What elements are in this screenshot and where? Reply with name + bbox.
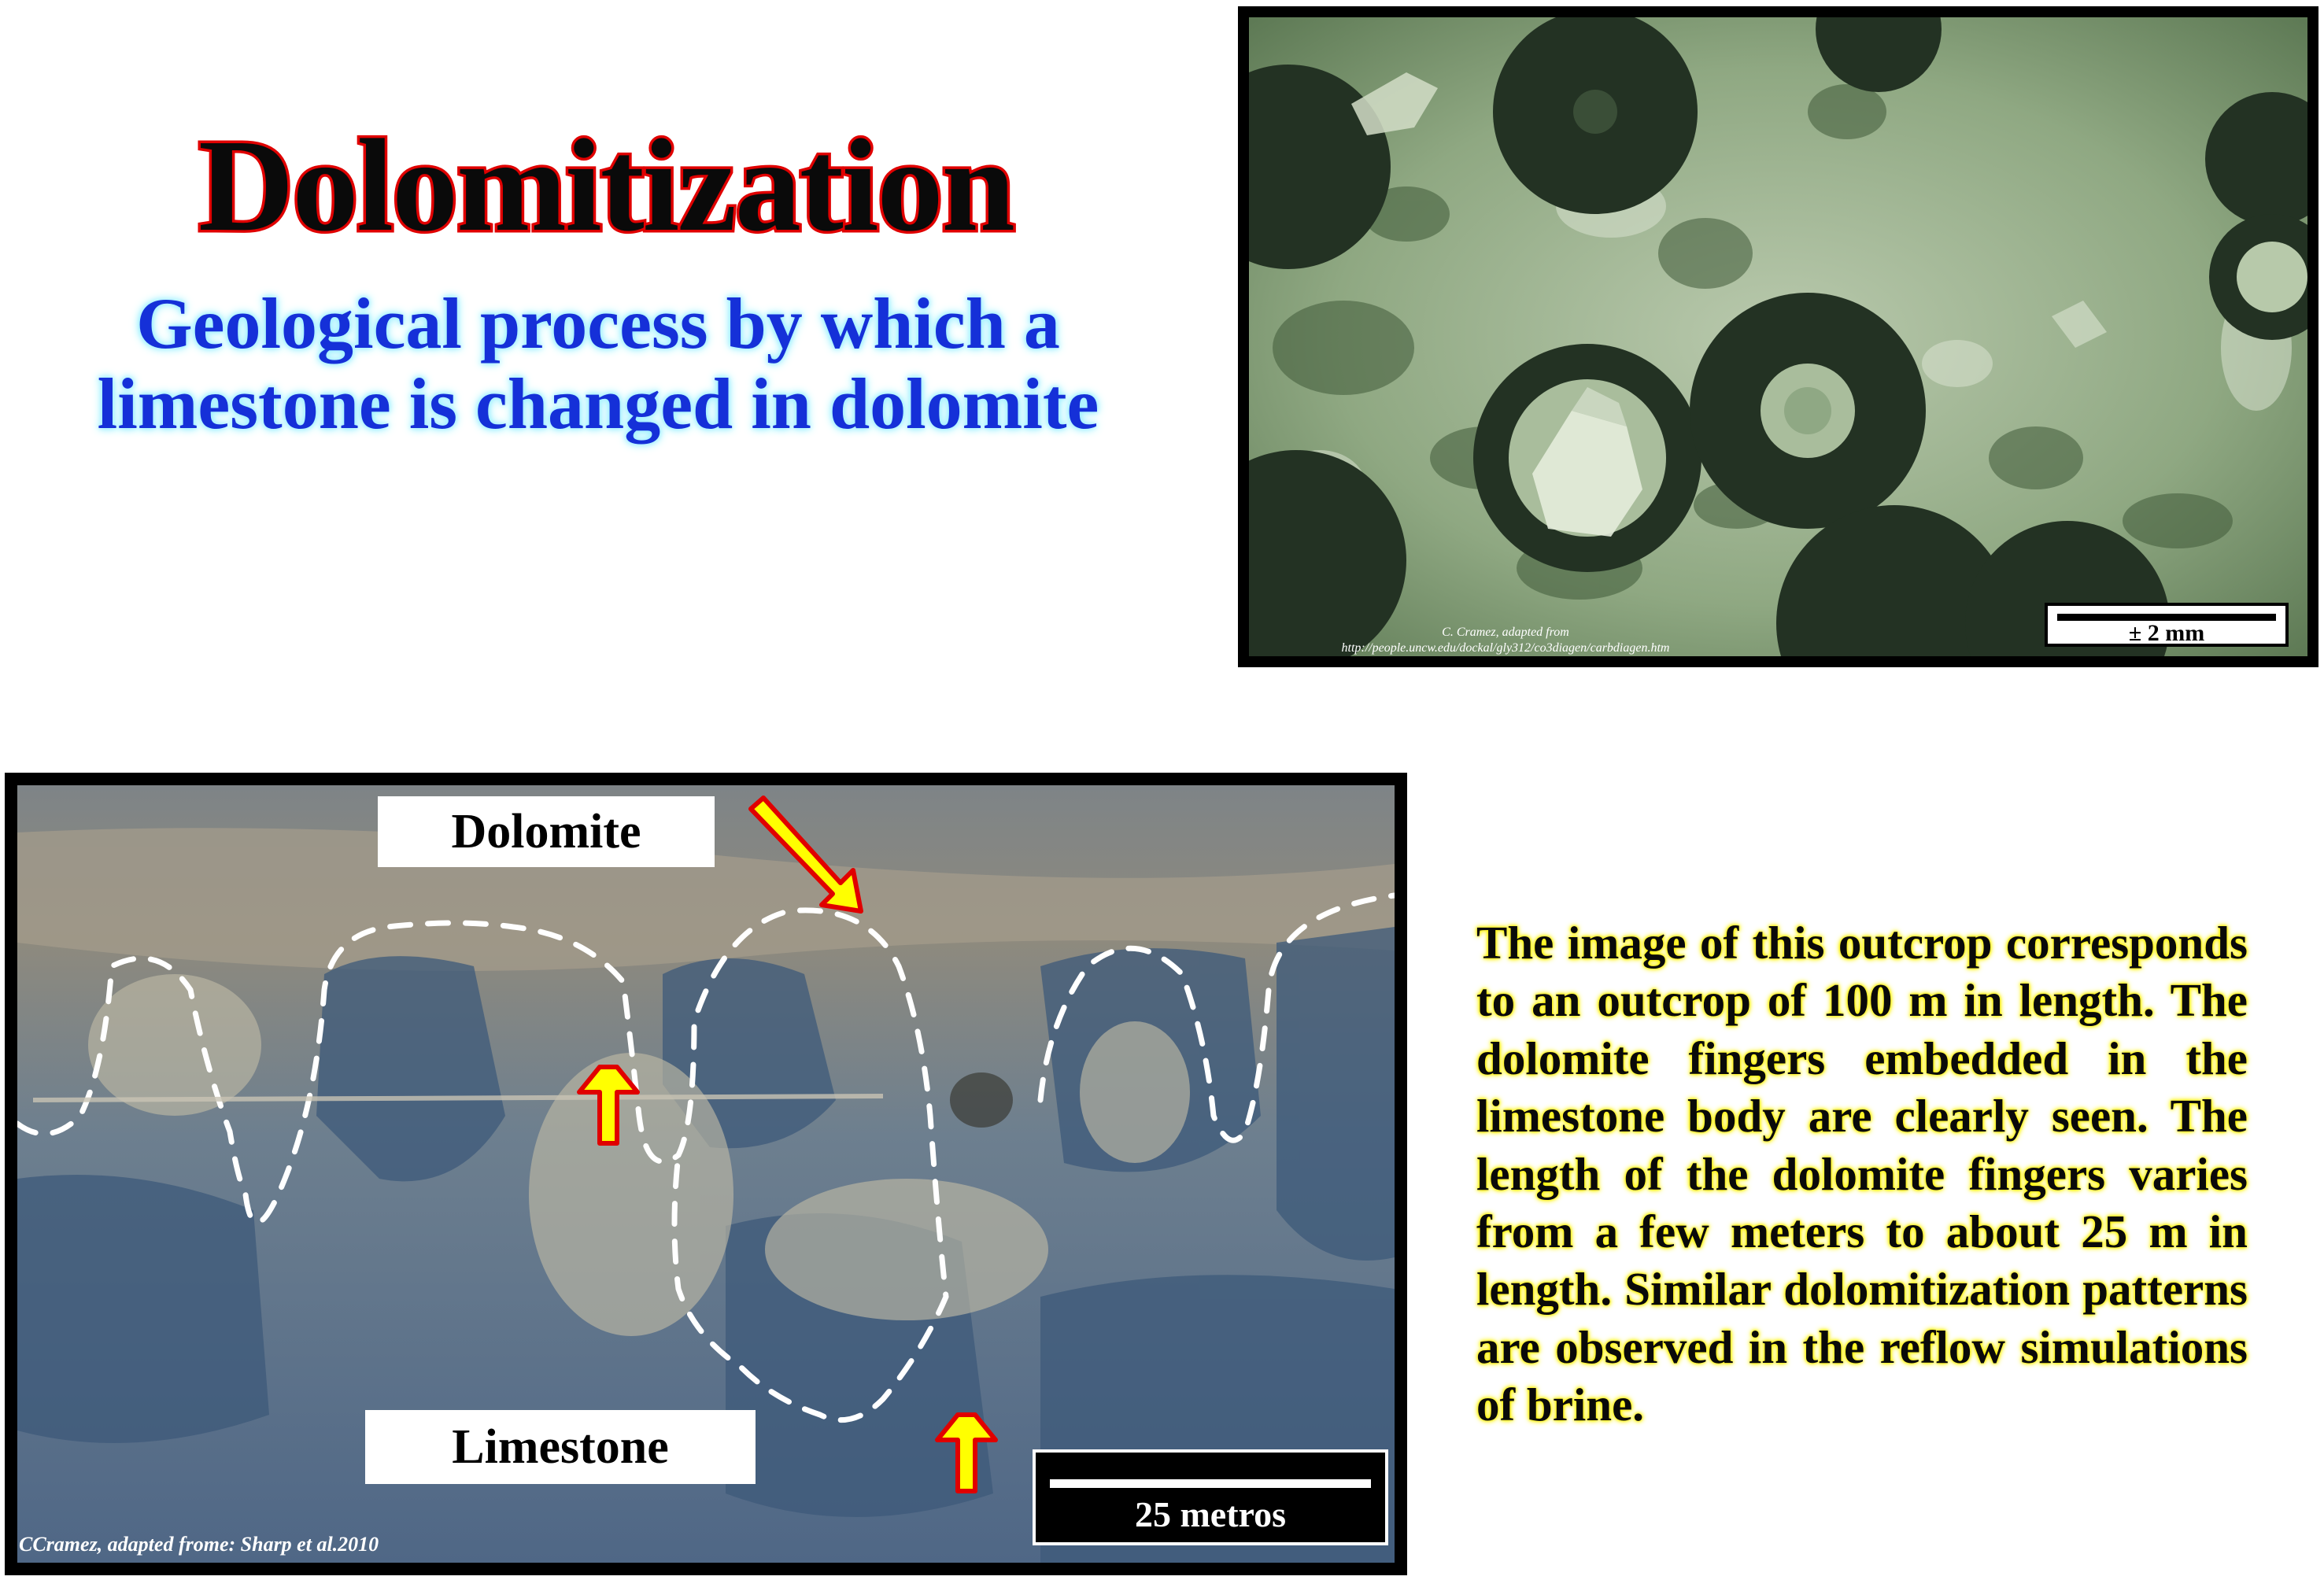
outcrop-scale-bar	[1033, 1449, 1388, 1545]
scale-label: 25 metros	[1134, 1494, 1287, 1534]
page-title: Dolomitization	[198, 113, 1014, 259]
thin-section-image	[1238, 6, 2318, 667]
page-subtitle: Geological process by which a limestone is changed in dolomite	[97, 283, 1099, 444]
outcrop-credit: CCramez, adapted frome: Sharp et al.2010	[19, 1533, 379, 1556]
outcrop-image	[5, 773, 1407, 1575]
dolomite-label: Dolomite	[378, 796, 715, 867]
scale-line	[1050, 1479, 1371, 1488]
description-paragraph: The image of this outcrop corresponds to an outcrop of 100 m in length. The dolomite fingers embedded in the limestone body are clearly seen. The length of the dolomite fingers varies from a few meters to about 25 m in length. Similar dolomitization patterns are observed in the reflow simulations of brine.	[1476, 917, 2248, 1431]
scale-label: ± 2 mm	[2128, 620, 2205, 646]
limestone-label: Limestone	[365, 1410, 756, 1484]
thin-section-scale-bar	[2045, 603, 2289, 647]
thin-section-credit	[1285, 625, 1726, 656]
thin-section-photo	[1249, 17, 2307, 656]
credit-url: http://people.uncw.edu/dockal/gly312/co3diagen/carbdiagen.htm	[1341, 641, 1670, 655]
credit-line-1: C. Cramez, adapted from	[1442, 626, 1569, 639]
